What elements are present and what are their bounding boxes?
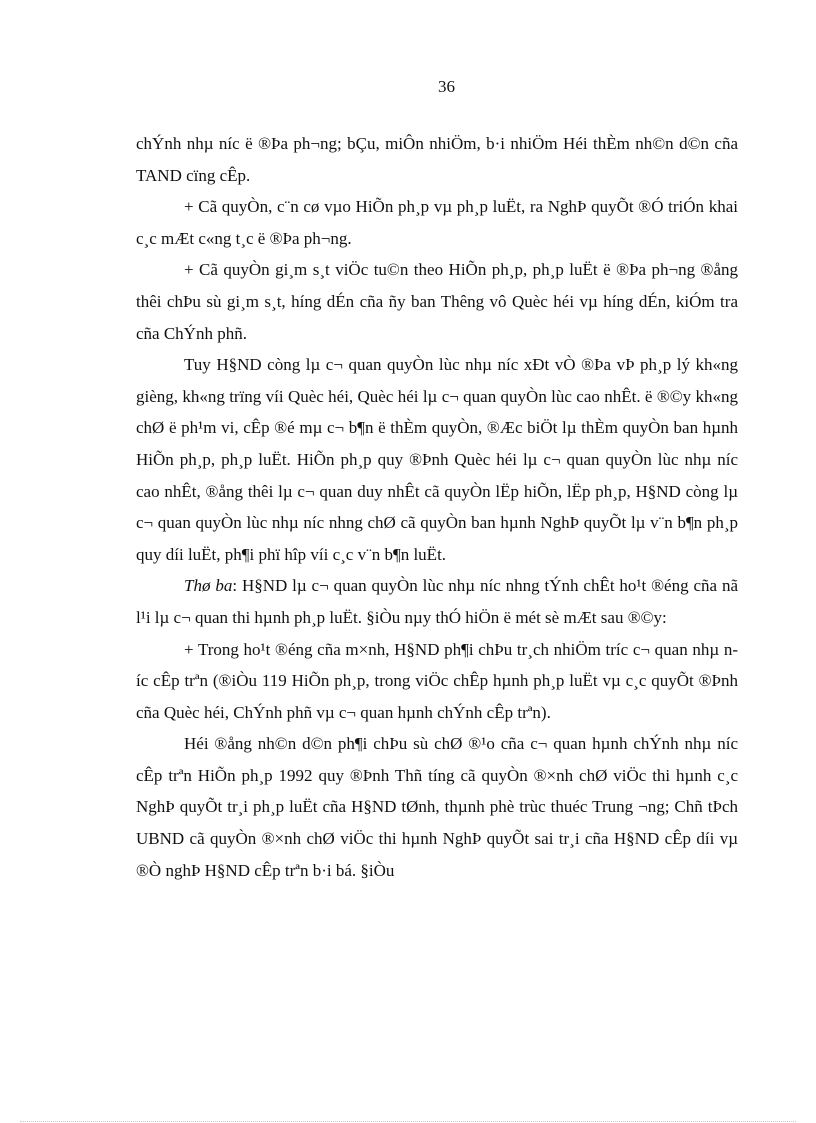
- paragraph-6: [136, 634, 738, 729]
- document-body: [136, 128, 738, 886]
- page-bottom-divider: [20, 1121, 796, 1122]
- paragraph-5: [136, 570, 738, 633]
- paragraph-text: Héi ®ång nh©n d©n ph¶i chÞu sù chØ ®¹o cña c¬ quan hµnh chÝnh nhµ níc cÊp trªn HiÕn ph¸p 1992 quy ®Þnh Thñ tíng cã quyÒn ®×nh chØ viÖc thi hµnh c¸c NghÞ quyÕt tr¸i ph¸p luËt cña H§ND tØnh, thµnh phè trùc thuéc Trung ¬ng; Chñ tÞch UBND cã quyÒn ®×nh chØ viÖc thi hµnh NghÞ quyÕt sai tr¸i cña H§ND cÊp díi vµ ®Ò nghÞ H§ND cÊp trªn b·i bá. §iÒu: [136, 734, 738, 880]
- paragraph-text: chÝnh nhµ níc ë ®Þa ph¬ng; bÇu, miÔn nhiÖm, b·i nhiÖm Héi thÈm nh©n d©n cña TAND cïng cÊp.: [136, 134, 738, 185]
- paragraph-text: Tuy H§ND còng lµ c¬ quan quyÒn lùc nhµ níc xÐt vÒ ®Þa vÞ ph¸p lý kh«ng gièng, kh«ng trïng víi Quèc héi, Quèc héi lµ c¬ quan quyÒn lùc cao nhÊt. ë ®©y kh«ng chØ ë ph¹m vi, cÊp ®é mµ c¬ b¶n ë thÈm quyÒn, ®Æc biÖt lµ thÈm quyÒn ban hµnh HiÕn ph¸p, ph¸p luËt. HiÕn ph¸p quy ®Þnh Quèc héi lµ c¬ quan quyÒn lùc nhµ níc cao nhÊt, ®ång thêi lµ c¬ quan duy nhÊt cã quyÒn lËp hiÕn, lËp ph¸p, H§ND còng lµ c¬ quan quyÒn lùc nhµ níc nhng chØ cã quyÒn ban hµnh NghÞ quyÕt lµ v¨n b¶n ph¸p quy díi luËt, ph¶i phï hîp víi c¸c v¨n b¶n luËt.: [136, 355, 738, 564]
- paragraph-1: [136, 128, 738, 191]
- paragraph-text: : H§ND lµ c¬ quan quyÒn lùc nhµ níc nhng tÝnh chÊt ho¹t ®éng cña nã l¹i lµ c¬ quan thi hµnh ph¸p luËt. §iÒu nµy thÓ hiÖn ë mét sè mÆt sau ®©y:: [136, 576, 738, 627]
- paragraph-2: [136, 191, 738, 254]
- paragraph-4: [136, 349, 738, 570]
- paragraph-lead: Thø ba: [184, 576, 233, 596]
- paragraph-text: + Trong ho¹t ®éng cña m×nh, H§ND ph¶i chÞu tr¸ch nhiÖm tríc c¬ quan nhµ níc cÊp trªn (®iÒu 119 HiÕn ph¸p, trong viÖc chÊp hµnh ph¸p luËt vµ c¸c quyÕt ®Þnh cña Quèc héi, ChÝnh phñ vµ c¬ quan hµnh chÝnh cÊp trªn).: [136, 639, 738, 722]
- paragraph-7: [136, 728, 738, 886]
- paragraph-3: [136, 254, 738, 349]
- page-number: 36: [438, 77, 455, 96]
- paragraph-text: + Cã quyÒn gi¸m s¸t viÖc tu©n theo HiÕn ph¸p, ph¸p luËt ë ®Þa ph¬ng ®ång thêi chÞu sù gi¸m s¸t, híng dÉn cña ñy ban Thêng vô Quèc héi vµ híng dÉn, kiÓm tra cña ChÝnh phñ.: [136, 260, 738, 343]
- paragraph-text: + Cã quyÒn, c¨n cø vµo HiÕn ph¸p vµ ph¸p luËt, ra NghÞ quyÕt ®Ó triÓn khai c¸c mÆt c«ng t¸c ë ®Þa ph¬ng.: [136, 197, 738, 248]
